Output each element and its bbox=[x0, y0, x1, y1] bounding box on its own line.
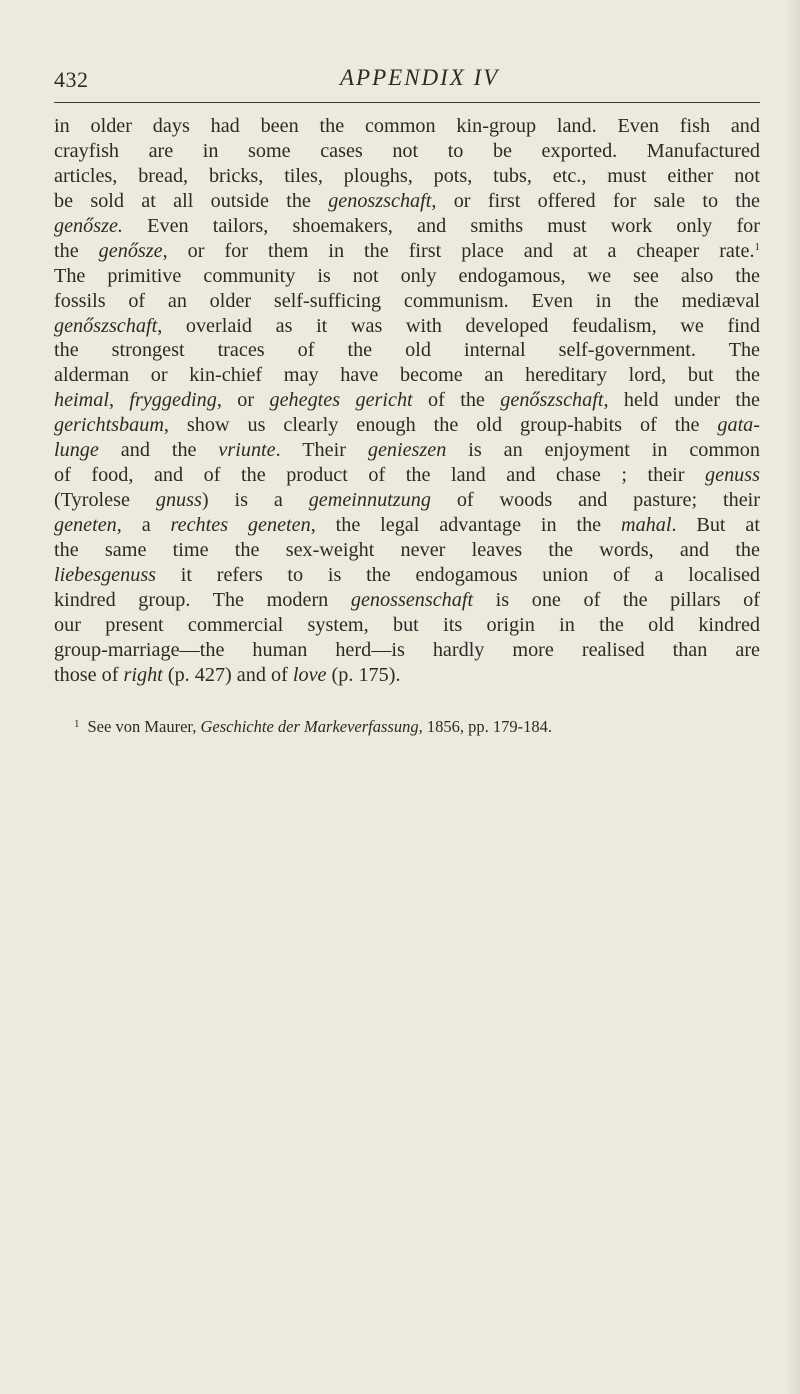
text-run: articles, bread, bricks, tiles, ploughs, pots, tubs, etc., must either not bbox=[54, 164, 760, 187]
text-run: , held under the bbox=[603, 389, 761, 412]
text-line bbox=[54, 463, 760, 488]
text-line bbox=[54, 314, 760, 339]
text-run: of food, and of the product of the land and chase ; their bbox=[54, 464, 706, 487]
italic-term: geneten bbox=[54, 514, 117, 536]
text-line bbox=[54, 239, 760, 264]
text-run: be sold at all outside the bbox=[54, 189, 329, 212]
italic-term: lunge bbox=[54, 439, 99, 462]
text-line bbox=[54, 413, 760, 438]
text-run: ) is a bbox=[201, 489, 309, 512]
italic-term: mahal bbox=[621, 514, 672, 536]
italic-term: love bbox=[292, 663, 327, 686]
text-run: those of bbox=[54, 663, 124, 686]
running-head: APPENDIX IV bbox=[340, 65, 500, 90]
italic-term: genieszen bbox=[367, 439, 447, 462]
text-run: , or first offered for sale to the bbox=[431, 189, 760, 212]
text-line bbox=[54, 214, 760, 239]
italic-term: genőszschaft bbox=[500, 389, 604, 412]
italic-term: liebesgenuss bbox=[54, 563, 157, 586]
text-line bbox=[54, 114, 760, 139]
text-run: of woods and pasture; their bbox=[430, 489, 760, 512]
footnote bbox=[74, 713, 754, 738]
text-run: (p. 175). bbox=[326, 663, 401, 686]
text-line bbox=[54, 538, 760, 563]
footnote-text: See von Maurer, bbox=[87, 717, 201, 736]
text-run: . But at bbox=[671, 514, 760, 536]
text-run: the same time the sex-weight never leaves the words, and the bbox=[54, 538, 760, 561]
italic-term: genossenschaft bbox=[350, 588, 474, 611]
text-run: and the bbox=[98, 439, 219, 462]
text-run: the strongest traces of the old internal self-government. The bbox=[54, 339, 760, 362]
text-line bbox=[54, 563, 760, 588]
text-run: , overlaid as it was with developed feudalism, we find bbox=[157, 314, 760, 337]
text-run: , or bbox=[216, 389, 270, 412]
italic-term: genősze bbox=[98, 239, 163, 262]
italic-term: gerichtsbaum bbox=[54, 414, 164, 437]
text-run: the bbox=[54, 239, 99, 262]
italic-term: heimal bbox=[54, 389, 109, 412]
text-line bbox=[54, 588, 760, 613]
text-run: our present commercial system, but its origin in the old kindred bbox=[54, 613, 760, 636]
text-line bbox=[54, 363, 760, 388]
page-number: 432 bbox=[54, 67, 89, 92]
text-line bbox=[54, 488, 760, 513]
italic-term: gehegtes gericht bbox=[269, 389, 413, 412]
italic-term: genuss bbox=[705, 464, 760, 487]
text-run: of the bbox=[412, 389, 501, 412]
text-run: , bbox=[108, 389, 130, 412]
text-run: , the legal advantage in the bbox=[310, 514, 621, 536]
italic-term: genőszschaft bbox=[54, 314, 158, 337]
text-line bbox=[54, 139, 760, 164]
text-run: , a bbox=[116, 514, 171, 536]
text-run: kindred group. The modern bbox=[54, 588, 351, 611]
italic-term: vriunte bbox=[218, 439, 276, 462]
italic-term: fryggeding bbox=[129, 389, 217, 412]
footnote-marker: 1 bbox=[74, 718, 80, 730]
italic-term: rechtes geneten bbox=[170, 514, 311, 536]
text-line bbox=[54, 438, 760, 463]
header-rule bbox=[54, 102, 760, 103]
text-run: The primitive community is not only endogamous, we see also the bbox=[54, 264, 760, 287]
text-line bbox=[54, 289, 760, 314]
text-line bbox=[54, 638, 760, 663]
text-run: (Tyrolese bbox=[54, 489, 156, 512]
text-run: group-marriage—the human herd—is hardly more realised than are bbox=[54, 638, 760, 661]
italic-term: gnuss bbox=[155, 489, 202, 512]
text-run: , show us clearly enough the old group-habits of the bbox=[163, 414, 718, 437]
text-run: crayfish are in some cases not to be exported. Manufactured bbox=[54, 139, 760, 162]
text-line bbox=[54, 613, 760, 638]
text-line bbox=[54, 264, 760, 289]
page-edge-shadow bbox=[786, 0, 800, 1394]
italic-term: genősze. bbox=[54, 214, 123, 237]
text-run: is an enjoyment in common bbox=[446, 439, 760, 462]
text-line bbox=[54, 189, 760, 214]
text-run: alderman or kin-chief may have become an hereditary lord, but the bbox=[54, 364, 760, 387]
footnote-text: , 1856, pp. 179-184. bbox=[418, 717, 552, 736]
italic-term: gemeinnutzung bbox=[308, 489, 431, 512]
text-run: in older days had been the common kin-group land. Even fish and bbox=[54, 115, 760, 137]
italic-term: genoszschaft bbox=[328, 189, 432, 212]
footnote-title: Geschichte der Markeverfassung bbox=[200, 717, 419, 736]
italic-term: right bbox=[123, 663, 163, 686]
text-line bbox=[54, 164, 760, 189]
text-run: , or for them in the first place and at a cheaper rate. bbox=[162, 239, 755, 262]
text-line bbox=[54, 513, 760, 538]
text-line bbox=[54, 663, 760, 688]
text-run: Even tailors, shoemakers, and smiths must work only for bbox=[122, 214, 760, 237]
text-line bbox=[54, 388, 760, 413]
text-run: fossils of an older self-sufficing communism. Even in the mediæval bbox=[54, 289, 760, 312]
text-run: it refers to is the endogamous union of a localised bbox=[156, 563, 760, 586]
text-run: (p. 427) and of bbox=[162, 663, 293, 686]
footnote-reference: 1 bbox=[754, 240, 760, 253]
text-run: is one of the pillars of bbox=[473, 588, 760, 611]
text-line bbox=[54, 338, 760, 363]
italic-term: gata- bbox=[717, 414, 760, 437]
text-run: . Their bbox=[275, 439, 368, 462]
body-paragraph bbox=[54, 114, 760, 688]
